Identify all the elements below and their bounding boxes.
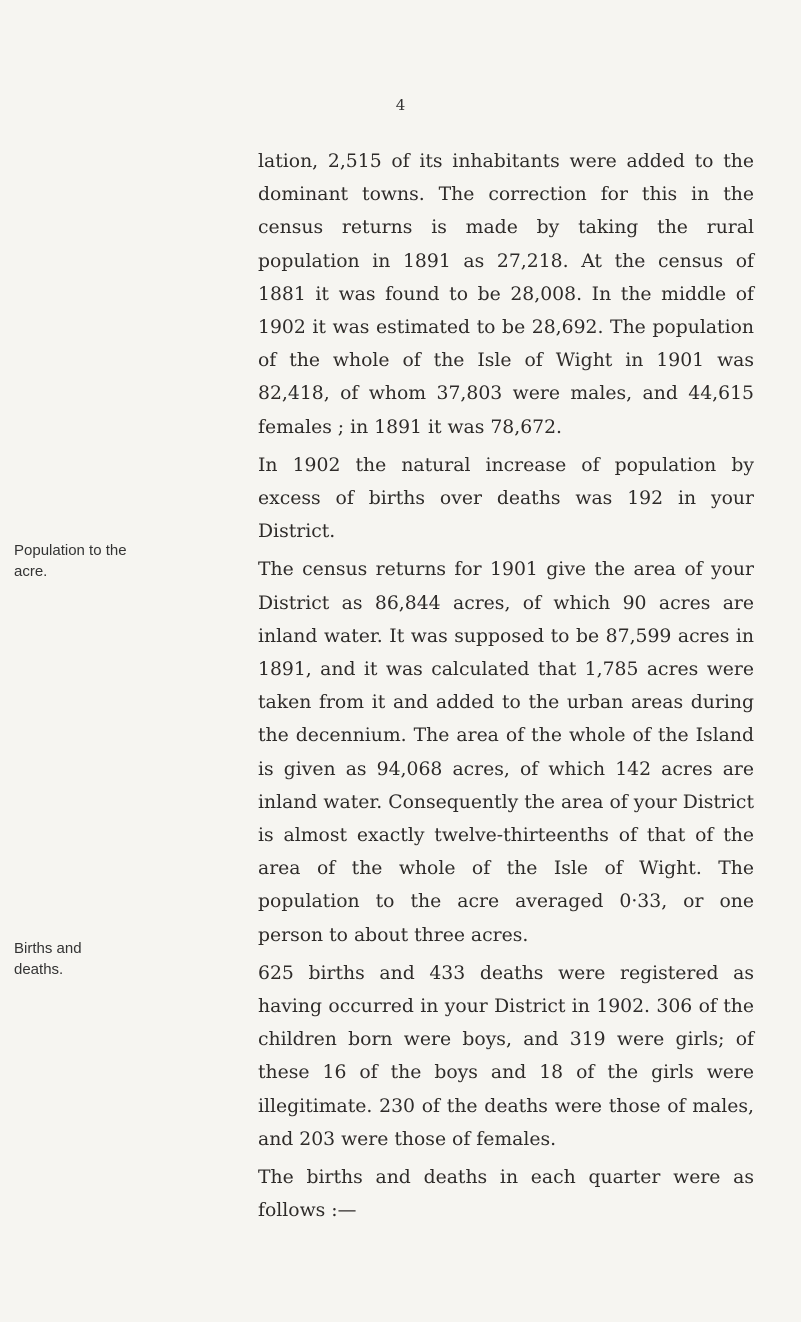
paragraph-quarters: The births and deaths in each quarter were as follows :—: [258, 1167, 754, 1222]
page-number: 4: [395, 96, 406, 114]
paragraph-area: The census returns for 1901 give the area of your District as 86,844 acres, of which 90 acres are inland water. It was supposed to be 87,599 acres in 1891, and it was calculated that 1,785 acres were taken from it and added to the urban areas during the decennium. The area of the whole of the Island is given as 94,068 acres, of which 142 acres are inland water. Consequently the area of your District is almost exactly twelve-thirteenths of that of the area of the whole of the Isle of Wight. The population to the acre averaged 0·33, or one person to about three acres.: [258, 559, 754, 946]
paragraph-births-deaths: 625 births and 433 deaths were registered as having occurred in your District in 1902. 306 of the children born were boys, and 319 were girls; of these 16 of the boys and 18 of the girls were illegitimate. 230 of the deaths were those of males, and 203 were those of females.: [258, 962, 754, 1150]
paragraph-natural-increase: In 1902 the natural increase of population by excess of births over deaths was 192 in your District.: [258, 454, 754, 543]
margin-note-births: Births and deaths.: [14, 940, 82, 978]
paragraph-population: lation, 2,515 of its inhabitants were added to the dominant towns. The correction for this in the census returns is made by taking the rural population in 1891 as 27,218. At the census of 1881 it was found to be 28,008. In the middle of 1902 it was estimated to be 28,692. The population of the whole of the Isle of Wight in 1901 was 82,418, of whom 37,803 were males, and 44,615 females ; in 1891 it was 78,672.: [258, 151, 754, 438]
body-text: [258, 145, 754, 1228]
margin-note-population: Population to the acre.: [14, 542, 127, 580]
